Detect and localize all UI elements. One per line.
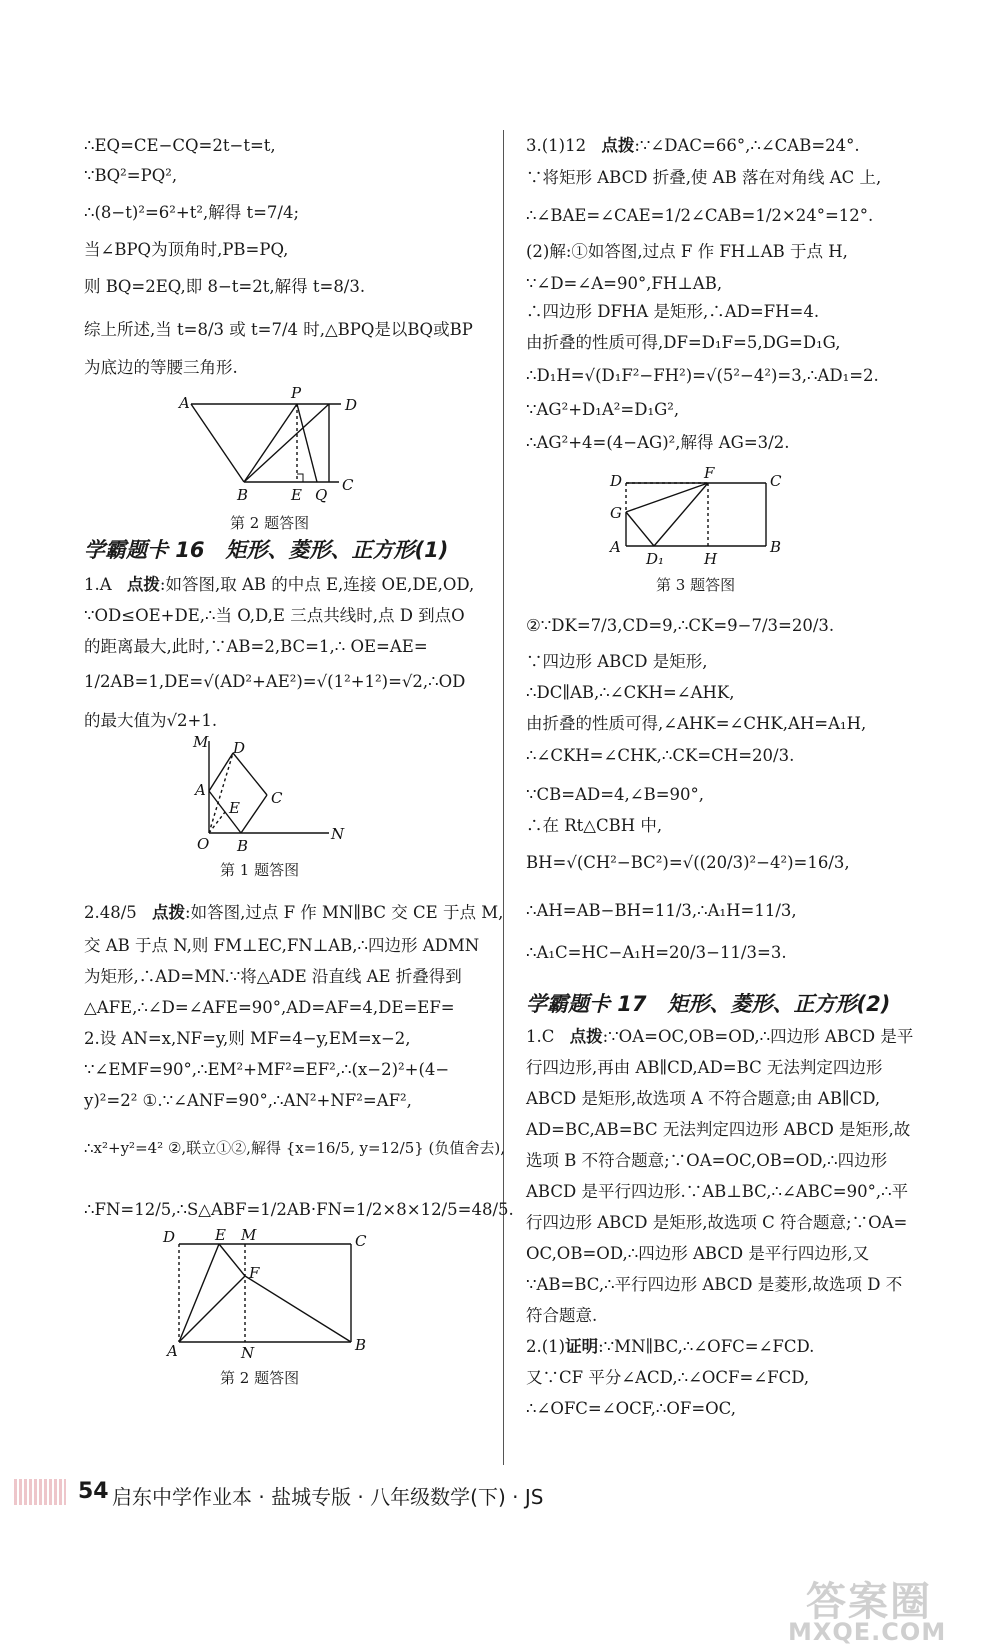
watermark-url: MXQE.COM	[788, 1618, 947, 1646]
figure-q2-trapezoid	[179, 384, 359, 508]
label-n: N	[241, 1344, 255, 1362]
question-number: 2.48/5	[84, 903, 137, 922]
hint-text: :∵OA=OC,OB=OD,∴四边形 ABCD 是平	[602, 1027, 914, 1046]
text-line: ∴在 Rt△CBH 中,	[526, 816, 663, 835]
hint-text: :如答图,取 AB 的中点 E,连接 OE,DE,OD,	[159, 575, 475, 594]
question-number: 1.A	[84, 575, 112, 594]
segment-dc	[233, 753, 267, 795]
figure-q2-rectangle	[159, 1226, 374, 1362]
label-q: Q	[315, 486, 328, 504]
footer-title: 启东中学作业本 · 盐城专版 · 八年级数学(下) · JS	[112, 1485, 544, 1509]
text-line: 又∵CF 平分∠ACD,∴∠OCF=∠FCD,	[526, 1368, 810, 1387]
text-line: ②∵DK=7/3,CD=9,∴CK=9−7/3=20/3.	[526, 616, 835, 635]
label-h: H	[704, 550, 718, 568]
label-b: B	[770, 538, 782, 556]
label-b: B	[237, 837, 249, 855]
label-d: D	[163, 1228, 176, 1246]
text-line: 则 BQ=2EQ,即 8−t=2t,解得 t=8/3.	[84, 277, 366, 296]
label-n: N	[331, 825, 345, 843]
label-o: O	[197, 835, 210, 853]
segment-bc	[241, 795, 267, 833]
text-line: 当∠BPQ为顶角时,PB=PQ,	[84, 240, 289, 259]
text-line: ∴AH=AB−BH=11/3,∴A₁H=11/3,	[526, 901, 797, 920]
text-line: ∴四边形 DFHA 是矩形,∴AD=FH=4.	[526, 302, 820, 321]
label-c: C	[342, 476, 354, 494]
text-line: ∴A₁C=HC−A₁H=20/3−11/3=3.	[526, 943, 787, 962]
text-line: ∵AB=BC,∴平行四边形 ABCD 是菱形,故选项 D 不	[526, 1275, 903, 1294]
text-line: ∴AG²+4=(4−AG)²,解得 AG=3/2.	[526, 433, 790, 452]
segment-bd	[244, 404, 329, 482]
segment-ad	[209, 753, 233, 791]
text-line: OC,OB=OD,∴四边形 ABCD 是平行四边形,又	[526, 1244, 870, 1263]
label-d: D	[345, 396, 358, 414]
text-line: ∵CB=AD=4,∠B=90°,	[526, 785, 705, 804]
page-number: 54	[78, 1479, 109, 1504]
question-1c-head	[526, 1027, 913, 1047]
text-line: ∴D₁H=√(D₁F²−FH²)=√(5²−4²)=3,∴AD₁=2.	[526, 366, 879, 385]
text-line: △AFE,∴∠D=∠AFE=90°,AD=AF=4,DE=EF=	[84, 998, 455, 1017]
proof-label: 证明	[565, 1337, 599, 1356]
question-number: 2.(1)	[526, 1337, 566, 1356]
proof-text: :∵MN∥BC,∴∠OFC=∠FCD.	[598, 1337, 815, 1356]
label-c: C	[770, 472, 782, 490]
label-g: G	[610, 504, 622, 522]
hint-label: 点拨	[601, 136, 635, 155]
text-line: 行四边形,再由 AB∥CD,AD=BC 无法判定四边形	[526, 1058, 883, 1077]
segment-ae	[179, 1244, 219, 1342]
text-line: ∴x²+y²=4² ②,联立①②,解得 {x=16/5, y=12/5} (负值舍去),	[84, 1139, 506, 1157]
text-line: 1/2AB=1,DE=√(AD²+AE²)=√(1²+1²)=√2,∴OD	[84, 672, 466, 691]
text-line: ABCD 是平行四边形.∵AB⊥BC,∴∠ABC=90°,∴平	[526, 1182, 909, 1201]
text-line: ∴DC∥AB,∴∠CKH=∠AHK,	[526, 683, 735, 702]
text-line: ABCD 是矩形,故选项 A 不符合题意;由 AB∥CD,	[526, 1089, 881, 1108]
label-d1: D₁	[646, 550, 665, 568]
label-a: A	[179, 394, 190, 412]
watermark	[770, 1570, 980, 1645]
segment-oe	[209, 812, 225, 833]
segment-od	[209, 753, 233, 833]
text-line: 选项 B 不符合题意;∵OA=OC,OB=OD,∴四边形	[526, 1151, 888, 1170]
figure-caption: 第 3 题答图	[656, 576, 736, 594]
question-number: 3.(1)12	[526, 136, 587, 155]
text-line: ∵∠D=∠A=90°,FH⊥AB,	[526, 274, 723, 293]
segment-ab	[191, 404, 244, 482]
label-d: D	[610, 472, 623, 490]
text-line: 综上所述,当 t=8/3 或 t=7/4 时,△BPQ是以BQ或BP	[84, 320, 473, 339]
hint-label: 点拨	[569, 1027, 603, 1046]
text-line: ∵四边形 ABCD 是矩形,	[526, 652, 708, 671]
figure-caption: 第 2 题答图	[230, 514, 310, 532]
label-e: E	[229, 799, 240, 817]
hint-text: :如答图,过点 F 作 MN∥BC 交 CE 于点 M,	[185, 903, 504, 922]
hint-label: 点拨	[126, 575, 160, 594]
text-line: ∵AG²+D₁A²=D₁G²,	[526, 400, 680, 419]
text-line: ∴∠CKH=∠CHK,∴CK=CH=20/3.	[526, 746, 795, 765]
label-m: M	[241, 1226, 257, 1244]
label-e: E	[215, 1226, 226, 1244]
label-f: F	[704, 464, 715, 482]
question-2-head	[84, 903, 503, 923]
label-d: D	[233, 739, 246, 757]
question-1-head	[84, 575, 474, 595]
text-line: (2)解:①如答图,过点 F 作 FH⊥AB 于点 H,	[526, 242, 848, 261]
text-line: ∵OD≤OE+DE,∴当 O,D,E 三点共线时,点 D 到点O	[84, 606, 465, 625]
label-a: A	[610, 538, 621, 556]
text-line: BH=√(CH²−BC²)=√((20/3)²−4²)=16/3,	[526, 853, 850, 872]
segment-fb	[245, 1276, 351, 1342]
text-line: AD=BC,AB=BC 无法判定四边形 ABCD 是矩形,故	[526, 1120, 911, 1139]
label-c: C	[271, 789, 283, 807]
text-line: 2.设 AN=x,NF=y,则 MF=4−y,EM=x−2,	[84, 1029, 411, 1048]
section-heading-16: 学霸题卡 16 矩形、菱形、正方形(1)	[84, 538, 449, 562]
text-line: ∵∠EMF=90°,∴EM²+MF²=EF²,∴(x−2)²+(4−	[84, 1060, 450, 1079]
text-line: ∴(8−t)²=6²+t²,解得 t=7/4;	[84, 203, 300, 222]
right-angle-mark	[297, 474, 303, 482]
column-divider	[503, 130, 504, 1465]
segment-ef	[219, 1244, 245, 1276]
text-line: 的最大值为√2+1.	[84, 711, 218, 730]
text-line: 为矩形,∴AD=MN.∵将△ADE 沿直线 AE 折叠得到	[84, 967, 462, 986]
segment-bp	[244, 404, 297, 482]
label-a: A	[167, 1342, 178, 1360]
label-c: C	[355, 1232, 367, 1250]
label-b: B	[355, 1336, 367, 1354]
text-line: 行四边形 ABCD 是矩形,故选项 C 符合题意;∵OA=	[526, 1213, 908, 1232]
text-line: 由折叠的性质可得,DF=D₁F=5,DG=D₁G,	[526, 333, 841, 352]
label-e: E	[291, 486, 302, 504]
figure-q1-rectangle	[189, 733, 345, 863]
text-line: ∴FN=12/5,∴S△ABF=1/2AB·FN=1/2×8×12/5=48/5.	[84, 1200, 514, 1219]
footer-decoration	[14, 1479, 66, 1505]
text-line: 为底边的等腰三角形.	[84, 358, 238, 377]
watermark-logo: 答案圈	[806, 1579, 932, 1625]
segment-af	[179, 1276, 245, 1342]
text-line: 符合题意.	[526, 1306, 598, 1325]
segment-pq	[297, 404, 317, 482]
figure-q3-rectangle	[606, 464, 786, 573]
segment-gd1	[626, 512, 654, 546]
section-heading-17: 学霸题卡 17 矩形、菱形、正方形(2)	[526, 992, 891, 1016]
text-line: ∴∠BAE=∠CAE=1/2∠CAB=1/2×24°=12°.	[526, 206, 874, 225]
hint-text: :∵∠DAC=66°,∴∠CAB=24°.	[634, 136, 860, 155]
question-3-head	[526, 136, 860, 156]
question-2-proof-head	[526, 1337, 814, 1357]
page-footer	[0, 1475, 1000, 1515]
label-b: B	[237, 486, 249, 504]
figure-caption: 第 2 题答图	[220, 1369, 300, 1387]
text-line: 由折叠的性质可得,∠AHK=∠CHK,AH=A₁H,	[526, 714, 867, 733]
label-a: A	[195, 781, 206, 799]
text-line: 交 AB 于点 N,则 FM⊥EC,FN⊥AB,∴四边形 ADMN	[84, 936, 480, 955]
figure-caption: 第 1 题答图	[220, 861, 300, 879]
hint-label: 点拨	[152, 903, 186, 922]
text-line: ∵将矩形 ABCD 折叠,使 AB 落在对角线 AC 上,	[526, 168, 882, 187]
question-number: 1.C	[526, 1027, 555, 1046]
label-m: M	[193, 733, 209, 751]
text-line: ∵BQ²=PQ²,	[84, 166, 178, 185]
text-line: 的距离最大,此时,∵AB=2,BC=1,∴ OE=AE=	[84, 637, 428, 656]
label-p: P	[291, 384, 302, 402]
label-f: F	[249, 1264, 260, 1282]
text-line: ∴EQ=CE−CQ=2t−t=t,	[84, 136, 276, 155]
text-line: ∴∠OFC=∠OCF,∴OF=OC,	[526, 1399, 736, 1418]
text-line: y)²=2² ①.∵∠ANF=90°,∴AN²+NF²=AF²,	[84, 1091, 412, 1110]
